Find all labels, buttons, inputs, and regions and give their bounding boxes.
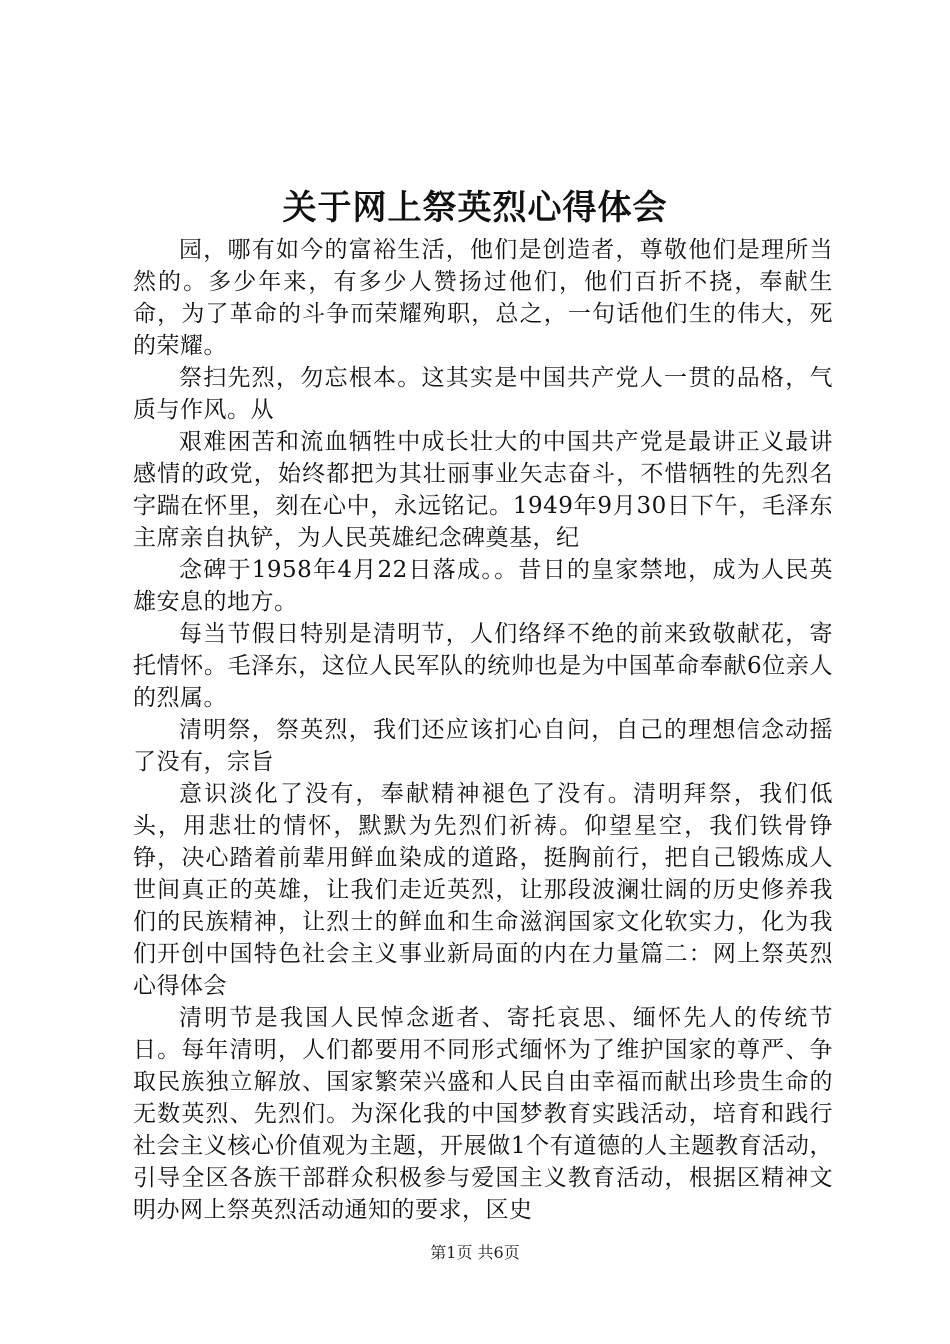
page-footer: 第1页 共6页 xyxy=(430,1243,520,1262)
paragraph: 每当节假日特别是清明节，人们络绎不绝的前来致敬献花，寄托情怀。毛泽东，这位人民军队的统帅也是为中国革命奉献6位亲人的烈属。 xyxy=(133,621,833,711)
paragraph: 意识淡化了没有，奉献精神褪色了没有。清明拜祭，我们低头，用悲壮的情怀，默默为先烈们祈祷。仰望星空，我们铁骨铮铮，决心踏着前辈用鲜血染成的道路，挺胸前行，把自己锻炼成人世间真正的英雄，让我们走近英烈，让那段波澜壮阔的历史修养我们的民族精神，让烈士的鲜血和生命滋润国家文化软实力，化为我们开创中国特色社会主义事业新局面的内在力量篇二：网上祭英烈心得体会 xyxy=(133,781,833,999)
paragraph: 艰难困苦和流血牺牲中成长壮大的中国共产党是最讲正义最讲感情的政党，始终都把为其壮丽事业矢志奋斗，不惜牺牲的先烈名字踹在怀里，刻在心中，永远铭记。1949年9月30日下午，毛泽东主席亲自执铲，为人民英雄纪念碑奠基，纪 xyxy=(133,429,833,551)
document-title: 关于网上祭英烈心得体会 xyxy=(282,188,668,228)
paragraph: 清明祭，祭英烈，我们还应该扪心自问，自己的理想信念动摇了没有，宗旨 xyxy=(133,717,833,775)
document-body xyxy=(133,234,833,1226)
paragraph: 清明节是我国人民悼念逝者、寄托哀思、缅怀先人的传统节日。每年清明，人们都要用不同形式缅怀为了维护国家的尊严、争取民族独立解放、国家繁荣兴盛和人民自由幸福而献出珍贵生命的无数英烈、先烈们。为深化我的中国梦教育实践活动，培育和践行社会主义核心价值观为主题，开展做1个有道德的人主题教育活动，引导全区各族干部群众积极参与爱国主义教育活动，根据区精神文明办网上祭英烈活动通知的要求，区史 xyxy=(133,1005,833,1223)
paragraph: 祭扫先烈，勿忘根本。这其实是中国共产党人一贯的品格，气质与作风。从 xyxy=(133,365,833,423)
paragraph: 园，哪有如今的富裕生活，他们是创造者，尊敬他们是理所当然的。多少年来，有多少人赞扬过他们，他们百折不挠，奉献生命，为了革命的斗争而荣耀殉职，总之，一句话他们生的伟大，死的荣耀。 xyxy=(133,237,833,359)
paragraph: 念碑于1958年4月22日落成。。昔日的皇家禁地，成为人民英雄安息的地方。 xyxy=(133,557,833,615)
